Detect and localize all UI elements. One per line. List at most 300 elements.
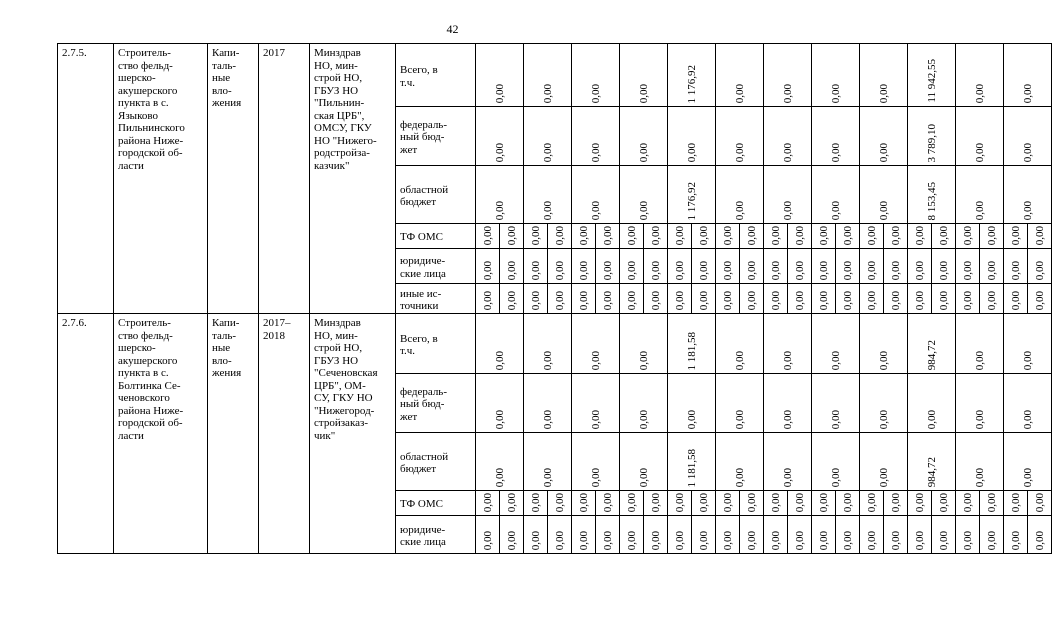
value-text: 0,00	[769, 530, 782, 550]
value-text: 0,00	[505, 492, 518, 512]
value-cell	[1004, 314, 1052, 374]
value-cell	[908, 374, 956, 433]
value-cell	[1028, 284, 1052, 314]
value-text: 0,00	[877, 200, 890, 220]
value-text: 11 942,55	[925, 59, 938, 103]
value-cell	[596, 249, 620, 284]
value-cell	[476, 249, 500, 284]
value-text: 0,00	[505, 225, 518, 245]
value-cell	[668, 107, 716, 166]
value-text: 0,00	[889, 492, 902, 512]
value-cell	[1004, 44, 1052, 107]
value-text: 0,00	[781, 409, 794, 429]
value-text: 0,00	[973, 409, 986, 429]
funding-source: Всего, в т.ч.	[396, 44, 476, 107]
value-cell	[740, 491, 764, 516]
value-cell	[572, 224, 596, 249]
funding-source: федераль- ный бюд- жет	[396, 107, 476, 166]
value-text: 0,00	[1009, 492, 1022, 512]
funding-source: ТФ ОМС	[396, 224, 476, 249]
value-cell	[596, 224, 620, 249]
value-cell	[524, 44, 572, 107]
value-cell	[764, 44, 812, 107]
value-cell	[476, 166, 524, 224]
period: 2017	[259, 44, 310, 314]
value-cell	[668, 284, 692, 314]
value-text: 0,00	[589, 350, 602, 370]
value-cell	[1004, 249, 1028, 284]
value-text: 984,72	[925, 339, 938, 370]
value-text: 0,00	[529, 290, 542, 310]
value-text: 0,00	[913, 260, 926, 280]
value-cell	[1004, 224, 1028, 249]
value-text: 0,00	[985, 530, 998, 550]
value-text: 0,00	[733, 350, 746, 370]
value-cell	[476, 44, 524, 107]
value-text: 0,00	[1009, 260, 1022, 280]
value-text: 0,00	[913, 225, 926, 245]
value-text: 0,00	[541, 83, 554, 103]
value-cell	[476, 224, 500, 249]
value-cell	[620, 374, 668, 433]
value-text: 0,00	[877, 467, 890, 487]
value-text: 0,00	[829, 467, 842, 487]
value-cell	[860, 374, 908, 433]
value-text: 3 789,10	[925, 123, 938, 162]
value-text: 0,00	[577, 225, 590, 245]
value-text: 0,00	[697, 260, 710, 280]
funding-source: юридиче- ские лица	[396, 249, 476, 284]
value-text: 0,00	[877, 83, 890, 103]
value-text: 0,00	[841, 492, 854, 512]
value-cell	[524, 249, 548, 284]
value-cell	[692, 249, 716, 284]
funding-source: областной бюджет	[396, 166, 476, 224]
value-cell	[764, 433, 812, 491]
value-text: 0,00	[649, 260, 662, 280]
value-cell	[476, 314, 524, 374]
value-cell	[1028, 224, 1052, 249]
value-cell	[476, 433, 524, 491]
value-cell	[764, 284, 788, 314]
value-text: 0,00	[697, 290, 710, 310]
value-cell	[596, 491, 620, 516]
value-cell	[572, 491, 596, 516]
value-cell	[1028, 516, 1052, 554]
value-text: 0,00	[697, 492, 710, 512]
value-cell	[500, 516, 524, 554]
value-cell	[812, 516, 836, 554]
value-text: 0,00	[1033, 225, 1046, 245]
value-cell	[740, 224, 764, 249]
value-text: 0,00	[877, 409, 890, 429]
value-cell	[716, 107, 764, 166]
value-text: 0,00	[829, 142, 842, 162]
value-cell	[620, 249, 644, 284]
value-text: 0,00	[733, 200, 746, 220]
value-cell	[860, 491, 884, 516]
value-text: 0,00	[637, 350, 650, 370]
value-cell	[620, 491, 644, 516]
value-text: 0,00	[481, 225, 494, 245]
value-cell	[644, 249, 668, 284]
value-cell	[1028, 249, 1052, 284]
value-cell	[884, 284, 908, 314]
value-cell	[572, 166, 620, 224]
value-text: 0,00	[889, 260, 902, 280]
value-cell	[620, 224, 644, 249]
value-text: 0,00	[889, 530, 902, 550]
value-cell	[596, 284, 620, 314]
value-cell	[500, 249, 524, 284]
value-cell	[860, 433, 908, 491]
value-cell	[980, 491, 1004, 516]
table-row	[58, 44, 1052, 107]
value-text: 0,00	[697, 225, 710, 245]
value-cell	[668, 166, 716, 224]
value-text: 0,00	[1021, 83, 1034, 103]
value-text: 0,00	[481, 492, 494, 512]
value-text: 0,00	[1009, 225, 1022, 245]
expense-type: Капи- таль- ные вло- жения	[208, 44, 259, 314]
value-text: 0,00	[793, 260, 806, 280]
value-cell	[836, 249, 860, 284]
value-text: 0,00	[781, 83, 794, 103]
value-text: 0,00	[577, 492, 590, 512]
value-cell	[956, 224, 980, 249]
value-cell	[620, 433, 668, 491]
value-text: 0,00	[625, 492, 638, 512]
value-cell	[956, 166, 1004, 224]
value-cell	[668, 374, 716, 433]
value-text: 0,00	[1033, 492, 1046, 512]
funding-source: юридиче- ские лица	[396, 516, 476, 554]
value-text: 0,00	[589, 200, 602, 220]
value-cell	[956, 284, 980, 314]
value-text: 0,00	[925, 409, 938, 429]
value-cell	[524, 314, 572, 374]
value-text: 0,00	[793, 290, 806, 310]
value-cell	[812, 284, 836, 314]
value-text: 8 153,45	[925, 181, 938, 220]
value-cell	[764, 374, 812, 433]
value-cell	[860, 107, 908, 166]
value-text: 0,00	[697, 530, 710, 550]
value-cell	[812, 433, 860, 491]
value-text: 0,00	[649, 492, 662, 512]
value-cell	[716, 224, 740, 249]
value-cell	[1004, 284, 1028, 314]
value-cell	[788, 284, 812, 314]
value-cell	[716, 284, 740, 314]
value-cell	[524, 374, 572, 433]
value-cell	[524, 516, 548, 554]
value-cell	[908, 224, 932, 249]
value-cell	[572, 314, 620, 374]
value-cell	[548, 516, 572, 554]
value-cell	[812, 491, 836, 516]
value-cell	[572, 516, 596, 554]
value-text: 0,00	[733, 409, 746, 429]
value-text: 0,00	[577, 530, 590, 550]
value-text: 0,00	[973, 83, 986, 103]
value-text: 0,00	[937, 260, 950, 280]
value-cell	[812, 166, 860, 224]
value-cell	[980, 516, 1004, 554]
value-cell	[908, 516, 932, 554]
value-text: 0,00	[625, 290, 638, 310]
value-cell	[740, 249, 764, 284]
value-cell	[980, 284, 1004, 314]
value-text: 984,72	[925, 456, 938, 487]
value-cell	[788, 249, 812, 284]
value-cell	[644, 491, 668, 516]
value-text: 0,00	[913, 530, 926, 550]
page-number: 42	[446, 22, 459, 36]
value-text: 0,00	[829, 200, 842, 220]
value-text: 0,00	[841, 530, 854, 550]
value-text: 0,00	[1009, 530, 1022, 550]
value-text: 0,00	[541, 350, 554, 370]
executors: Минздрав НО, мин- строй НО, ГБУЗ НО "Сеченовская ЦРБ", ОМ- СУ, ГКУ НО "Нижегород- стройзаказ- чик"	[310, 314, 396, 554]
value-cell	[836, 284, 860, 314]
value-cell	[956, 433, 1004, 491]
value-text: 0,00	[685, 142, 698, 162]
value-cell	[524, 166, 572, 224]
value-cell	[572, 249, 596, 284]
value-text: 0,00	[505, 260, 518, 280]
value-text: 0,00	[481, 530, 494, 550]
item-number: 2.7.6.	[58, 314, 114, 554]
value-text: 0,00	[625, 225, 638, 245]
value-text: 1 176,92	[685, 181, 698, 220]
value-text: 0,00	[673, 290, 686, 310]
value-text: 0,00	[841, 260, 854, 280]
value-text: 0,00	[649, 530, 662, 550]
value-cell	[572, 433, 620, 491]
value-text: 0,00	[913, 290, 926, 310]
value-text: 0,00	[553, 290, 566, 310]
value-text: 0,00	[601, 225, 614, 245]
value-cell	[908, 166, 956, 224]
value-cell	[812, 107, 860, 166]
value-text: 0,00	[1009, 290, 1022, 310]
value-text: 0,00	[637, 467, 650, 487]
value-text: 0,00	[961, 290, 974, 310]
value-cell	[740, 516, 764, 554]
value-cell	[644, 284, 668, 314]
value-cell	[932, 284, 956, 314]
value-text: 0,00	[865, 260, 878, 280]
value-cell	[668, 224, 692, 249]
value-cell	[764, 107, 812, 166]
value-text: 0,00	[817, 492, 830, 512]
value-cell	[524, 224, 548, 249]
executors: Минздрав НО, мин- строй НО, ГБУЗ НО "Пильнин- ская ЦРБ", ОМСУ, ГКУ НО "Нижего- родстройза- казчик"	[310, 44, 396, 314]
value-text: 0,00	[973, 350, 986, 370]
value-text: 0,00	[961, 530, 974, 550]
value-cell	[812, 374, 860, 433]
value-text: 0,00	[937, 225, 950, 245]
value-text: 0,00	[637, 200, 650, 220]
value-text: 0,00	[589, 409, 602, 429]
value-cell	[620, 166, 668, 224]
value-text: 0,00	[505, 290, 518, 310]
value-cell	[884, 516, 908, 554]
expense-type: Капи- таль- ные вло- жения	[208, 314, 259, 554]
value-text: 0,00	[889, 225, 902, 245]
value-cell	[884, 491, 908, 516]
value-text: 0,00	[481, 260, 494, 280]
value-cell	[884, 224, 908, 249]
value-cell	[812, 224, 836, 249]
value-text: 0,00	[493, 467, 506, 487]
value-text: 0,00	[733, 83, 746, 103]
value-text: 0,00	[817, 260, 830, 280]
funding-source: ТФ ОМС	[396, 491, 476, 516]
value-text: 0,00	[541, 409, 554, 429]
value-text: 0,00	[865, 492, 878, 512]
value-text: 0,00	[973, 142, 986, 162]
value-cell	[860, 44, 908, 107]
value-text: 0,00	[553, 492, 566, 512]
value-cell	[500, 224, 524, 249]
value-text: 0,00	[625, 260, 638, 280]
value-text: 0,00	[721, 260, 734, 280]
value-text: 0,00	[505, 530, 518, 550]
value-cell	[692, 516, 716, 554]
value-cell	[956, 44, 1004, 107]
value-text: 0,00	[685, 409, 698, 429]
value-text: 0,00	[961, 492, 974, 512]
value-cell	[716, 433, 764, 491]
value-text: 0,00	[1033, 530, 1046, 550]
value-cell	[716, 516, 740, 554]
value-text: 0,00	[601, 530, 614, 550]
value-cell	[1004, 374, 1052, 433]
value-text: 0,00	[745, 492, 758, 512]
value-cell	[860, 314, 908, 374]
value-text: 0,00	[529, 530, 542, 550]
value-cell	[1004, 166, 1052, 224]
value-text: 0,00	[769, 225, 782, 245]
value-text: 0,00	[985, 225, 998, 245]
value-cell	[716, 249, 740, 284]
value-text: 0,00	[973, 200, 986, 220]
value-text: 0,00	[877, 350, 890, 370]
value-text: 0,00	[637, 409, 650, 429]
value-text: 0,00	[817, 530, 830, 550]
value-cell	[764, 491, 788, 516]
value-cell	[884, 249, 908, 284]
period: 2017– 2018	[259, 314, 310, 554]
value-cell	[692, 284, 716, 314]
value-text: 0,00	[589, 83, 602, 103]
value-text: 0,00	[985, 260, 998, 280]
value-cell	[956, 314, 1004, 374]
value-text: 0,00	[781, 350, 794, 370]
value-text: 0,00	[745, 260, 758, 280]
value-cell	[956, 516, 980, 554]
value-cell	[860, 516, 884, 554]
value-cell	[860, 249, 884, 284]
value-cell	[716, 166, 764, 224]
value-text: 1 181,58	[685, 331, 698, 370]
value-text: 0,00	[829, 409, 842, 429]
value-text: 0,00	[961, 260, 974, 280]
value-text: 0,00	[553, 225, 566, 245]
value-text: 0,00	[601, 492, 614, 512]
value-text: 0,00	[493, 200, 506, 220]
value-cell	[716, 44, 764, 107]
value-cell	[860, 284, 884, 314]
value-cell	[812, 249, 836, 284]
value-cell	[788, 224, 812, 249]
value-cell	[1004, 433, 1052, 491]
value-cell	[476, 516, 500, 554]
value-cell	[572, 374, 620, 433]
value-text: 0,00	[577, 260, 590, 280]
value-text: 0,00	[841, 290, 854, 310]
value-cell	[1028, 491, 1052, 516]
value-text: 0,00	[937, 492, 950, 512]
value-cell	[908, 491, 932, 516]
value-cell	[788, 516, 812, 554]
value-cell	[476, 107, 524, 166]
value-text: 0,00	[541, 467, 554, 487]
value-text: 0,00	[493, 83, 506, 103]
value-cell	[692, 224, 716, 249]
value-text: 0,00	[745, 530, 758, 550]
value-cell	[908, 44, 956, 107]
table-row	[58, 314, 1052, 374]
value-text: 0,00	[1021, 200, 1034, 220]
value-cell	[668, 433, 716, 491]
value-cell	[740, 284, 764, 314]
value-cell	[548, 284, 572, 314]
value-cell	[908, 284, 932, 314]
value-cell	[572, 44, 620, 107]
value-cell	[572, 284, 596, 314]
value-text: 0,00	[841, 225, 854, 245]
value-cell	[956, 374, 1004, 433]
value-text: 0,00	[793, 530, 806, 550]
value-cell	[860, 224, 884, 249]
value-cell	[908, 249, 932, 284]
value-cell	[812, 314, 860, 374]
value-cell	[500, 284, 524, 314]
item-name: Строитель- ство фельд- шерско- акушерского пункта в с. Болтинка Се- ченовского района Ниже- городской об- ласти	[114, 314, 208, 554]
value-text: 0,00	[529, 260, 542, 280]
value-text: 0,00	[625, 530, 638, 550]
value-text: 0,00	[733, 467, 746, 487]
value-text: 0,00	[1033, 260, 1046, 280]
value-text: 0,00	[577, 290, 590, 310]
value-text: 0,00	[649, 290, 662, 310]
value-text: 0,00	[601, 290, 614, 310]
funding-source: областной бюджет	[396, 433, 476, 491]
value-cell	[620, 284, 644, 314]
value-text: 0,00	[589, 142, 602, 162]
value-text: 0,00	[493, 350, 506, 370]
value-cell	[836, 224, 860, 249]
value-text: 0,00	[733, 142, 746, 162]
value-text: 0,00	[793, 225, 806, 245]
value-cell	[932, 516, 956, 554]
budget-table	[57, 43, 1052, 554]
value-cell	[524, 107, 572, 166]
value-text: 0,00	[1021, 409, 1034, 429]
